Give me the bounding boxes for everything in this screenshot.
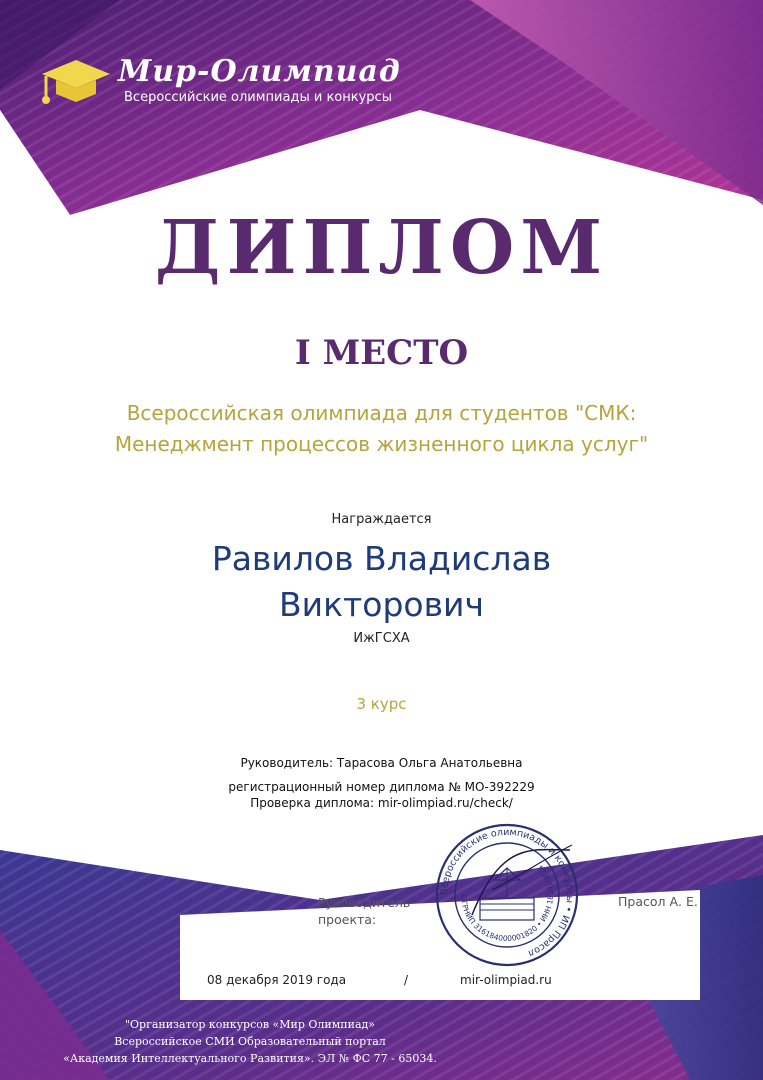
footer-line1: "Организатор конкурсов «Мир Олимпиад»: [124, 1018, 376, 1031]
project-leader-label-line2: проекта:: [318, 912, 377, 927]
stamp-seal: [432, 820, 582, 970]
awarded-label: Награждается: [331, 512, 432, 527]
footer-line3: «Академия Интеллектуального Развития». ЭЛ № ФС 77 - 65034.: [63, 1052, 437, 1065]
date-separator: /: [404, 973, 409, 987]
footer-line2: Всероссийское СМИ Образовательный портал: [114, 1035, 386, 1048]
svg-text:Всероссийские олимпиады и конк: Всероссийские олимпиады и конкурсы • ИП Прасол: [438, 826, 576, 959]
place-label: I МЕСТО: [294, 333, 469, 373]
project-leader-label-line1: Руководитель: [318, 895, 411, 910]
course: 3 курс: [356, 695, 407, 713]
site-link[interactable]: mir-olimpiad.ru: [460, 973, 552, 987]
recipient-name-line2: Викторович: [279, 585, 484, 624]
registration-number: регистрационный номер диплома № МО-392229: [228, 780, 535, 794]
svg-text:ОГРНИП 316184000001820 • ИНН 1: ОГРНИП 316184000001820 • ИНН 183410814: [458, 863, 556, 944]
supervisor: Руководитель: Тарасова Ольга Анатольевна: [240, 756, 523, 770]
organization: ИжГСХА: [353, 631, 410, 646]
logo-title: Мир-Олимпиад: [118, 54, 401, 89]
recipient-name-line1: Равилов Владислав: [211, 539, 552, 578]
project-leader-label: [318, 894, 428, 928]
olympiad-name: [40, 398, 723, 460]
graduation-cap-icon: [36, 52, 116, 122]
signer-name: Прасол А. Е.: [618, 894, 698, 909]
issue-date: 08 декабря 2019 года: [207, 973, 347, 987]
recipient-name: [0, 536, 763, 628]
olympiad-name-line1: Всероссийская олимпиада для студентов "СМК:: [126, 401, 637, 425]
footer-organizer: [40, 1016, 460, 1067]
olympiad-name-line2: Менеджмент процессов жизненного цикла услуг": [114, 432, 649, 456]
diploma-title: ДИПЛОМ: [154, 205, 609, 291]
logo-subtitle: Всероссийские олимпиады и конкурсы: [124, 90, 392, 105]
logo: [36, 52, 416, 122]
check-link: Проверка диплома: mir-olimpiad.ru/check/: [250, 796, 513, 810]
